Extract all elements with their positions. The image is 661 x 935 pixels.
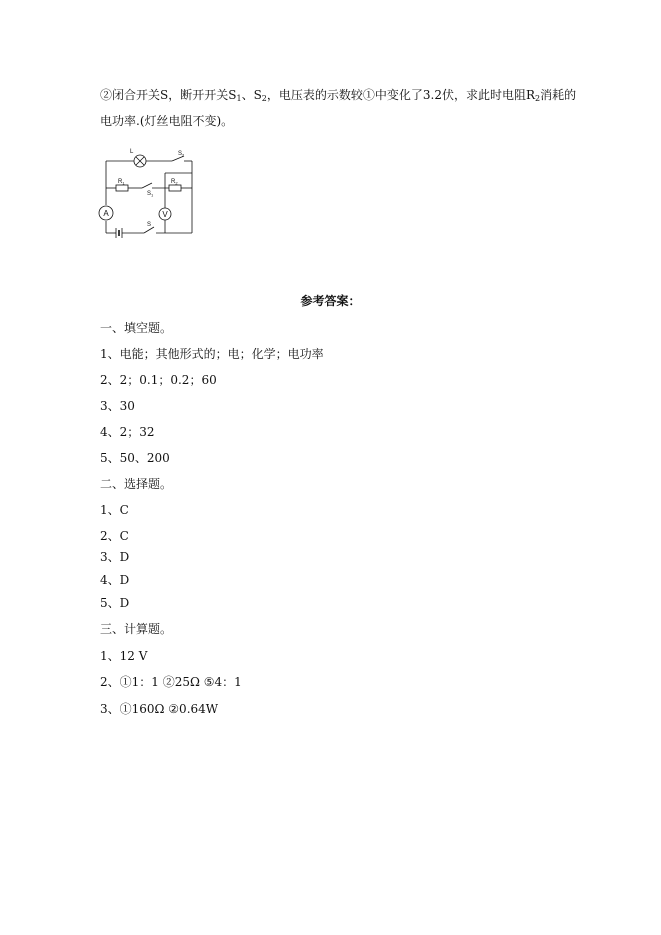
switch-s2-label: $S_2$	[178, 151, 185, 158]
answer-line: 三、计算题。	[100, 622, 173, 636]
question-line-2: 电功率.(灯丝电阻不变)。	[100, 114, 234, 128]
answer-line: 4、D	[100, 573, 130, 587]
answer-line: 3、①160Ω ②0.64W	[100, 702, 219, 716]
answers-heading: 参考答案：	[300, 294, 361, 308]
answer-line: 4、2；32	[100, 425, 155, 439]
ammeter-symbol	[99, 206, 113, 220]
lamp-label: L	[130, 149, 134, 155]
resistor-r2-label: $R_2$	[171, 179, 178, 186]
question-line-1	[100, 88, 576, 106]
question-text-c: ，电压表的示数较①中变化了3.2伏，求此时电阻R	[266, 88, 536, 102]
resistor-r2-symbol	[169, 185, 181, 191]
answer-line: 2、C	[100, 529, 129, 543]
ammeter-label: A	[103, 209, 109, 218]
answer-line: 5、D	[100, 596, 130, 610]
subscript-r2: 2	[535, 94, 541, 103]
answer-line: 一、填空题。	[100, 321, 173, 335]
answer-line: 5、50、200	[100, 451, 170, 465]
resistor-r1-label: $R_1$	[118, 179, 125, 186]
subscript-s1: 1	[236, 94, 242, 103]
question-text-a: 闭合开关S，断开开关S	[112, 88, 237, 102]
battery-symbol	[116, 228, 122, 238]
answer-line: 二、选择题。	[100, 477, 173, 491]
circuit-diagram	[96, 143, 200, 243]
question-text-b: 、S	[241, 88, 262, 102]
question-text-d: 消耗的	[540, 88, 577, 102]
answer-line: 1、12 V	[100, 649, 148, 663]
answer-line: 3、30	[100, 399, 135, 413]
switch-s-label: S	[147, 222, 152, 228]
answer-line: 1、C	[100, 503, 129, 517]
switch-s1-label: $S_1$	[147, 191, 154, 198]
voltmeter-label: V	[162, 210, 168, 219]
answer-line: 3、D	[100, 550, 130, 564]
voltmeter-symbol	[159, 208, 171, 220]
part-marker: ②	[100, 88, 113, 102]
resistor-r1-symbol	[116, 185, 128, 191]
lamp-symbol	[134, 155, 146, 167]
answer-line: 2、①1：1 ②25Ω ⑤4：1	[100, 675, 242, 689]
answer-line: 1、电能；其他形式的；电；化学；电功率	[100, 347, 324, 361]
subscript-s2: 2	[261, 94, 267, 103]
answer-line: 2、2；0.1；0.2；60	[100, 373, 217, 387]
